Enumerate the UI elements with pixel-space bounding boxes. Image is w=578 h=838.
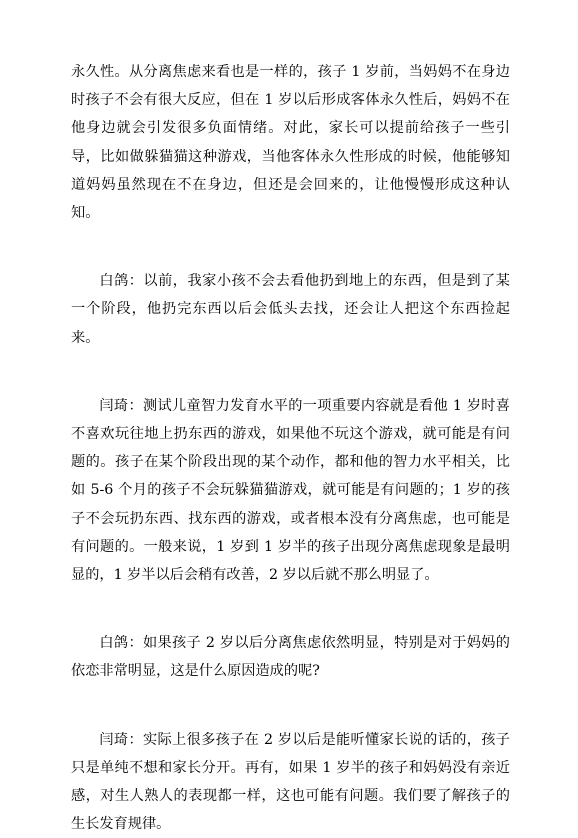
paragraph-yanqi-answer-2: 闫琦：实际上很多孩子在 2 岁以后是能听懂家长说的话的，孩子只是单纯不想和家长分开。再有，如果 1 岁半的孩子和妈妈没有亲近感，对生人熟人的表现都一样，这也可能有问题。我们要了解孩子的生长发育规律。 xyxy=(71,731,510,833)
paragraph-baige-question-2: 白鸽：如果孩子 2 岁以后分离焦虑依然明显，特别是对于妈妈的依恋非常明显，这是什么原因造成的呢? xyxy=(71,635,510,680)
paragraph-yanqi-answer-1: 闫琦：测试儿童智力发育水平的一项重要内容就是看他 1 岁时喜不喜欢玩往地上扔东西的游戏，如果他不玩这个游戏，就可能是有问题的。孩子在某个阶段出现的某个动作，都和他的智力水平相关，比如 5-6 个月的孩子不会玩躲猫猫游戏，就可能是有问题的；1 岁的孩子不会玩扔东西、找东西的游戏，或者根本没有分离焦虑，也可能是有问题的。一般来说，1 岁到 1 岁半的孩子出现分离焦虑现象是最明显的，1 岁半以后会稍有改善，2 岁以后就不那么明显了。 xyxy=(71,397,510,584)
paragraph-continuation: 永久性。从分离焦虑来看也是一样的，孩子 1 岁前，当妈妈不在身边时孩子不会有很大反应，但在 1 岁以后形成客体永久性后，妈妈不在他身边就会引发很多负面情绪。对此，家长可以提前给孩子一些引导，比如做躲猫猫这种游戏，当他客体永久性形成的时候，他能够知道妈妈虽然现在不在身边，但还是会回来的，让他慢慢形成这种认知。 xyxy=(71,64,510,222)
paragraph-baige-question-1: 白鸽：以前，我家小孩不会去看他扔到地上的东西，但是到了某一个阶段，他扔完东西以后会低头去找，还会让人把这个东西捡起来。 xyxy=(71,273,510,346)
